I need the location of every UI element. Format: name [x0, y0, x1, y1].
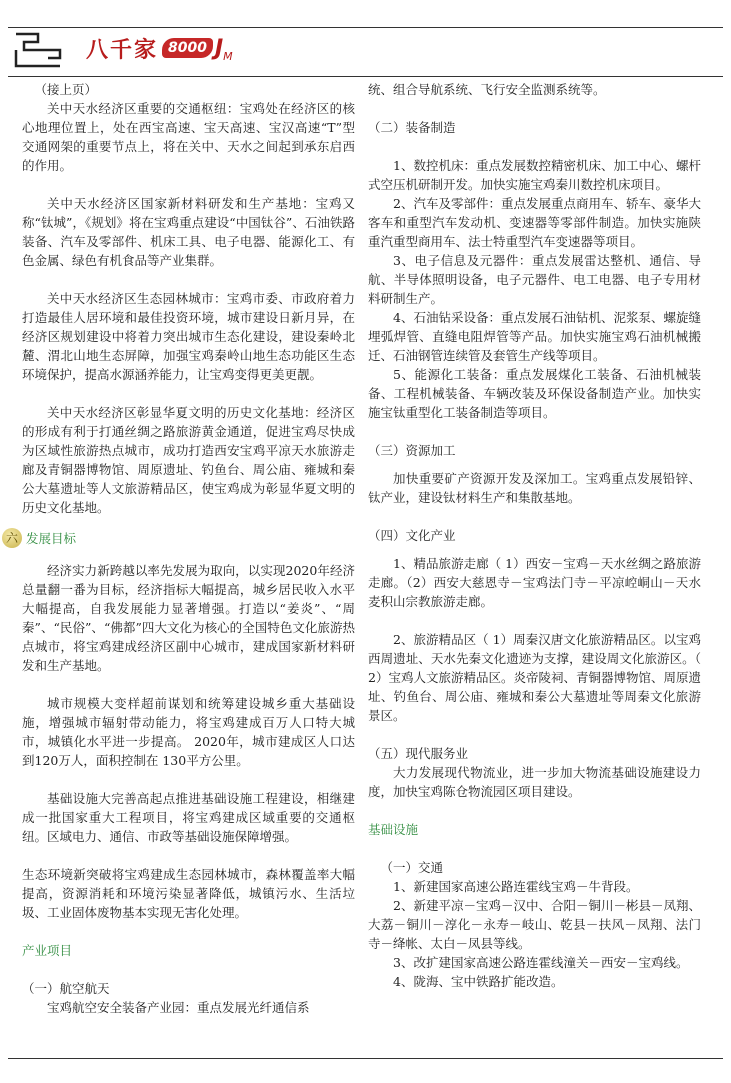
brand-letter-j: J: [214, 35, 224, 61]
item-automotive: 2、汽车及零部件：重点发展重点商用车、轿车、豪华大客车和重型汽车发动机、变速器等零部件制造。加快实施陕重汽重型商用车、法士特重型汽车变速器等项目。: [368, 196, 701, 249]
section-title-industry: 产业项目: [22, 943, 73, 958]
item-traffic-3: 3、改扩建国家高速公路连霍线潼关－西安－宝鸡线。: [393, 955, 689, 970]
paragraph-aerospace-cont: 统、组合导航系统、飞行安全监测系统等。: [368, 82, 606, 97]
left-column: [5, 80, 356, 1017]
paragraph-transport-hub: 关中天水经济区重要的交通枢纽：宝鸡处在经济区的核心地理位置上，处在西宝高速、宝天高速、宝汉高速“T”型交通网架的重要节点上，将在关中、天水之间起到承东启西的作用。: [22, 101, 355, 173]
paragraph-ecology-goal: 生态环境新突破将宝鸡建成生态园林城市，森林覆盖率大幅提高，资源消耗和环境污染显著降低，城镇污水、生活垃圾、工业固体废物基本实现无害化处理。: [22, 867, 355, 920]
paragraph-eco-city: 关中天水经济区生态园林城市：宝鸡市委、市政府着力打造最佳人居环境和最佳投资环境，城市建设日新月异，在经济区规划建设中将着力突出城市生态化建设，建设秦岭北麓、渭北山地生态屏障，加强宝鸡秦岭山地生态功能区生态环境保护，提高水源涵养能力，让宝鸡变得更美更靓。: [22, 291, 355, 382]
item-cnc-machines: 1、数控机床：重点发展数控精密机床、加工中心、螺杆式空压机研制开发。加快实施宝鸡秦川数控机床项目。: [368, 158, 701, 192]
item-traffic-4: 4、陇海、宝中铁路扩能改造。: [393, 974, 564, 989]
item-oil-equipment: 4、石油钻采设备：重点发展石油钻机、泥浆泵、螺旋缝埋弧焊管、直缝电阻焊管等产品。加快实施宝鸡石油机械搬迁、石油钢管连续管及套管生产线等项目。: [368, 310, 701, 363]
section-number-badge: 六: [2, 528, 22, 548]
brand-letter-m: M: [223, 49, 233, 63]
brand-number-badge: 8000: [162, 38, 213, 58]
subhead-traffic: （一）交通: [380, 860, 444, 875]
section-title-goals: 发展目标: [26, 530, 77, 546]
subhead-services: （五）现代服务业: [368, 746, 469, 761]
paragraph-infrastructure-goal: 基础设施大完善高起点推进基础设施工程建设，相继建成一批国家重大工程项目，将宝鸡建成区域重要的交通枢纽。区域电力、通信、市政等基础设施保障增强。: [22, 791, 355, 844]
section-development-goals: [2, 528, 355, 548]
subhead-culture: （四）文化产业: [368, 528, 456, 543]
footer-rule: [8, 1058, 723, 1059]
paragraph-city-scale: 城市规模大变样超前谋划和统筹建设城乡重大基础设施，增强城市辐射带动能力，将宝鸡建成百万人口特大城市，城镇化水平进一步提高。 2020年，城市建成区人口达到120万人，面积控制在 130平方公里。: [22, 696, 355, 768]
paragraph-culture-base: 关中天水经济区彰显华夏文明的历史文化基地：经济区的形成有利于打通丝绸之路旅游黄金通道，促进宝鸡尽快成为区域性旅游热点城市，成功打造西安宝鸡平凉天水旅游走廊及青铜器博物馆、周原遗址、钓鱼台、周公庙、雍城和秦公大墓遗址等人文旅游精品区，使宝鸡成为彰显华夏文明的历史文化基地。: [22, 405, 355, 515]
paragraph-aerospace: 宝鸡航空安全装备产业园：重点发展光纤通信系: [47, 1000, 310, 1015]
brand-name: 八千家: [86, 36, 159, 63]
right-column: [368, 80, 701, 991]
brand-logo: [86, 30, 233, 66]
item-electronics: 3、电子信息及元器件：重点发展雷达整机、通信、导航、半导体照明设备，电子元器件、电工电器、电子专用材料研制生产。: [368, 253, 701, 306]
page-header: [0, 0, 731, 76]
section-title-infrastructure: 基础设施: [368, 822, 419, 837]
paragraph-economy-goal: 经济实力新跨越以率先发展为取向，以实现2020年经济总量翻一番为目标，经济指标大幅提高，城乡居民收入水平大幅提高，自我发展能力显著增强。打造以“姜炎”、“周秦”、“民俗”、“佛都”四大文化为核心的全国特色文化旅游热点城市，将宝鸡建成经济区副中心城市，建成国家新材料研发和生产基地。: [22, 563, 356, 673]
paragraph-resources: 加快重要矿产资源开发及深加工。宝鸡重点发展铅锌、钛产业，建设钛材料生产和集散基地。: [368, 471, 701, 505]
item-tourism-corridor: 1、精品旅游走廊（ 1）西安－宝鸡－天水丝绸之路旅游走廊。（2）西安大慈恩寺－宝鸡法门寺－平凉崆峒山－天水麦积山宗教旅游走廊。: [368, 556, 701, 609]
item-traffic-2: 2、新建平凉－宝鸡－汉中、合阳－铜川－彬县－凤翔、大荔－铜川－淳化－永寿－岐山、乾县－扶风－凤翔、法门寺－绛帐、太白－凤县等线。: [368, 898, 701, 951]
continued-note: （接上页）: [34, 82, 98, 97]
paragraph-materials-base: 关中天水经济区国家新材料研发和生产基地：宝鸡又称“钛城”，《规划》将在宝鸡重点建设“中国钛谷”、石油铁路装备、汽车及零部件、机床工具、电子电器、能源化工、有色金属、绿色有机食品等产业集群。: [22, 196, 355, 268]
header-rule-top: [8, 27, 723, 28]
subhead-equipment: （二）装备制造: [368, 120, 456, 135]
item-energy-chemical: 5、能源化工装备：重点发展煤化工装备、石油机械装备、工程机械装备、车辆改装及环保设备制造产业。加快实施宝钛重型化工装备制造等项目。: [368, 367, 701, 420]
subhead-resources: （三）资源加工: [368, 443, 456, 458]
subhead-aerospace: （一）航空航天: [22, 981, 110, 996]
item-tourism-areas: 2、旅游精品区（ 1）周秦汉唐文化旅游精品区。以宝鸡西周遗址、天水先秦文化遗迹为支撑，建设周文化旅游区。（ 2）宝鸡人文旅游精品区。炎帝陵祠、青铜器博物馆、周原遗址、钓鱼台、周公庙、雍城和秦公大墓遗址等周秦文化旅游景区。: [368, 632, 701, 723]
header-rule-bottom: [8, 76, 723, 77]
item-traffic-1: 1、新建国家高速公路连霍线宝鸡－牛背段。: [393, 879, 639, 894]
paragraph-services: 大力发展现代物流业，进一步加大物流基础设施建设力度，加快宝鸡陈仓物流园区项目建设。: [368, 765, 701, 799]
logo-mark-icon: [12, 30, 64, 70]
